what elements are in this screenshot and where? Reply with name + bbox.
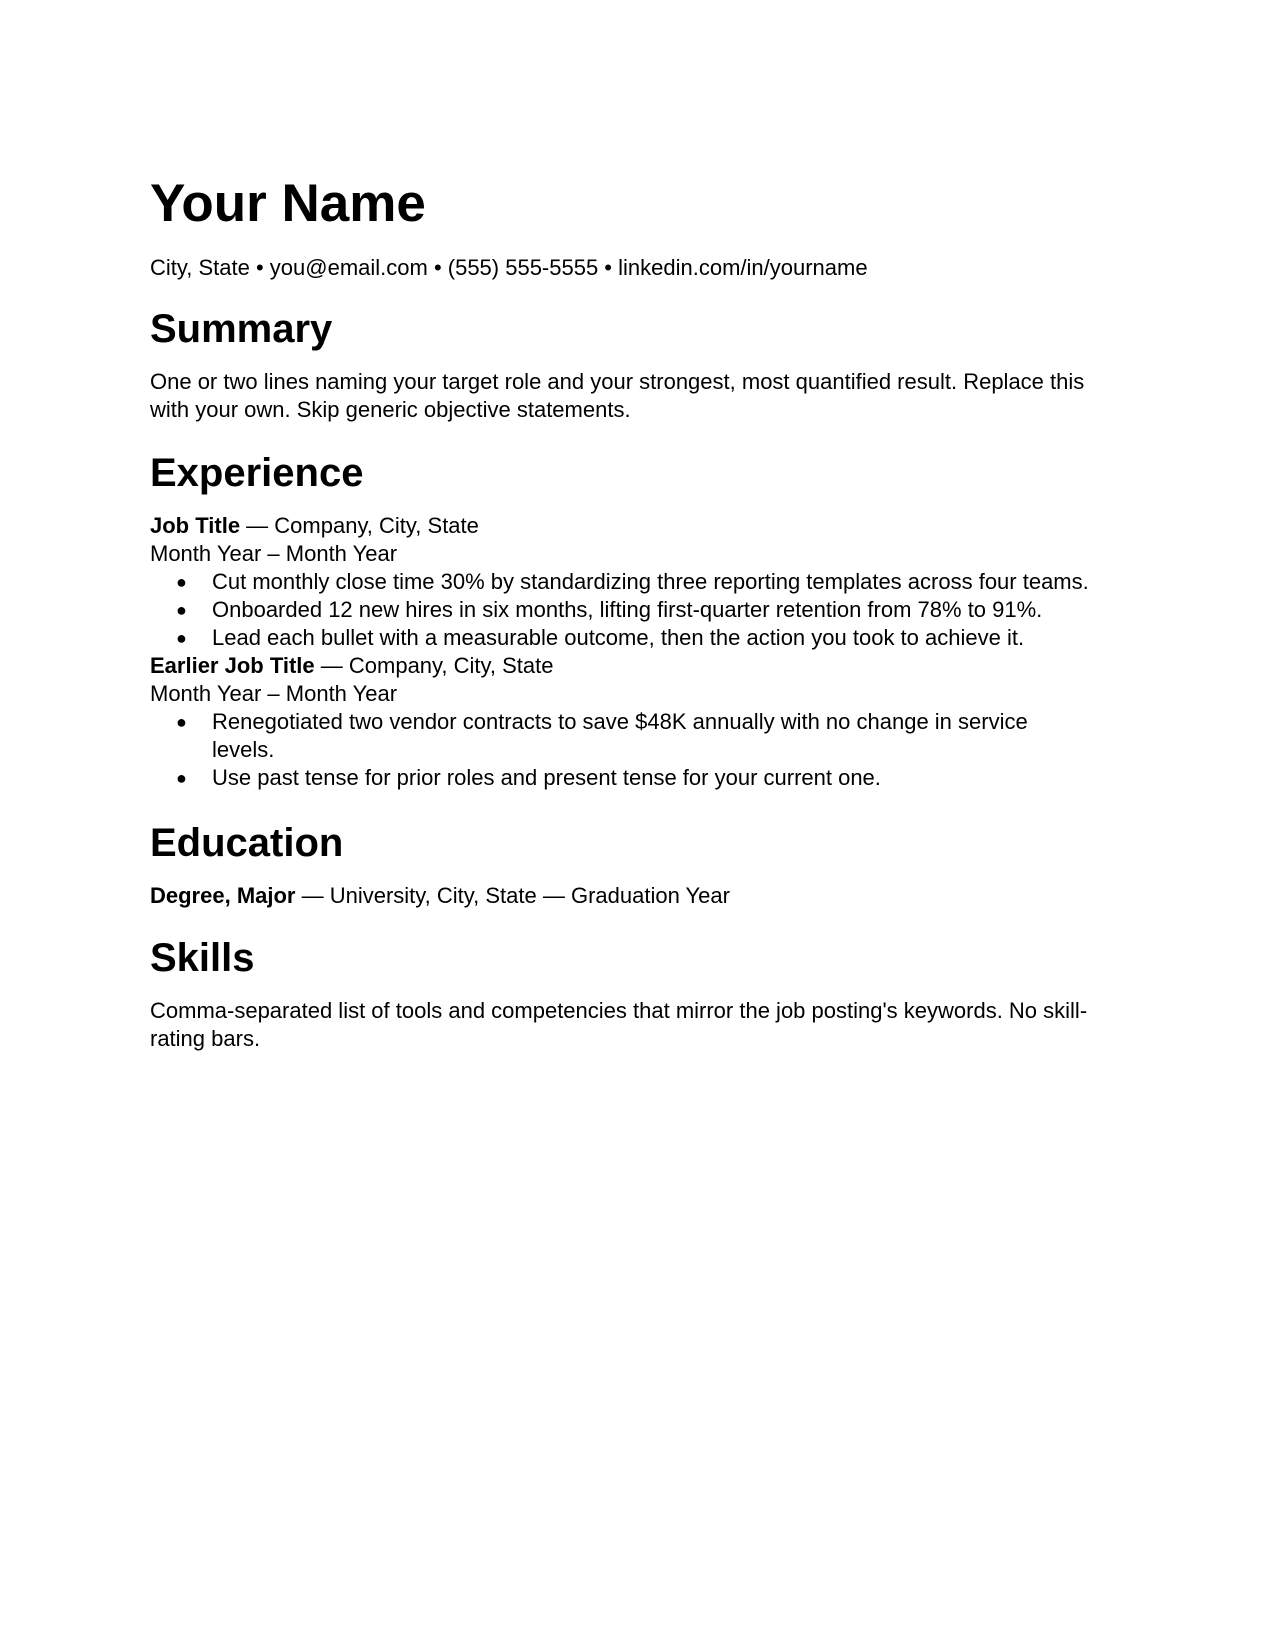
job-bullet-text: Use past tense for prior roles and present tense for your current one. [212, 765, 881, 790]
job-title: Earlier Job Title [150, 653, 315, 678]
job-bullet-list [150, 568, 1125, 652]
experience-heading: Experience [150, 451, 364, 495]
job-bullet [150, 568, 1094, 596]
education-degree: Degree, Major [150, 883, 296, 908]
job-title-line [150, 652, 1125, 680]
education-line [150, 882, 1125, 910]
bullet-icon: ● [176, 628, 187, 648]
job-entry [150, 652, 1125, 792]
bullet-icon: ● [176, 600, 187, 620]
job-title-line [150, 512, 1125, 540]
resume-name: Your Name [150, 174, 426, 233]
job-bullet [150, 624, 1094, 652]
job-company: — Company, City, State [240, 513, 479, 538]
job-bullet-text: Onboarded 12 new hires in six months, lifting first-quarter retention from 78% to 91%. [212, 597, 1043, 622]
summary-heading: Summary [150, 307, 333, 351]
bullet-icon: ● [176, 768, 187, 788]
job-dates: Month Year – Month Year [150, 541, 398, 566]
bullet-icon: ● [176, 572, 187, 592]
job-company: — Company, City, State [314, 653, 554, 678]
skills-text: Comma-separated list of tools and competencies that mirror the job posting's keywords. No skill-rating bars. [150, 998, 1088, 1051]
job-bullet [150, 708, 1094, 764]
bullet-icon: ● [176, 712, 187, 732]
job-bullet-text: Lead each bullet with a measurable outcome, then the action you took to achieve it. [212, 625, 1025, 650]
resume-document [150, 174, 1125, 1053]
job-dates: Month Year – Month Year [150, 681, 398, 706]
job-bullet [150, 764, 1094, 792]
job-title: Job Title [150, 513, 241, 538]
job-entry [150, 512, 1125, 652]
education-heading: Education [150, 821, 344, 865]
job-bullet-text: Renegotiated two vendor contracts to save $48K annually with no change in service levels. [212, 709, 1028, 762]
skills-heading: Skills [150, 936, 255, 980]
summary-text: One or two lines naming your target role and your strongest, most quantified result. Replace this with your own. Skip generic objective statements. [150, 369, 1085, 422]
job-bullet-text: Cut monthly close time 30% by standardizing three reporting templates across four teams. [212, 569, 1089, 594]
contact-line: City, State • you@email.com • (555) 555-5555 • linkedin.com/in/yourname [150, 255, 868, 280]
job-bullet-list [150, 708, 1125, 792]
job-bullet [150, 596, 1094, 624]
education-details: — University, City, State — Graduation Year [295, 883, 730, 908]
